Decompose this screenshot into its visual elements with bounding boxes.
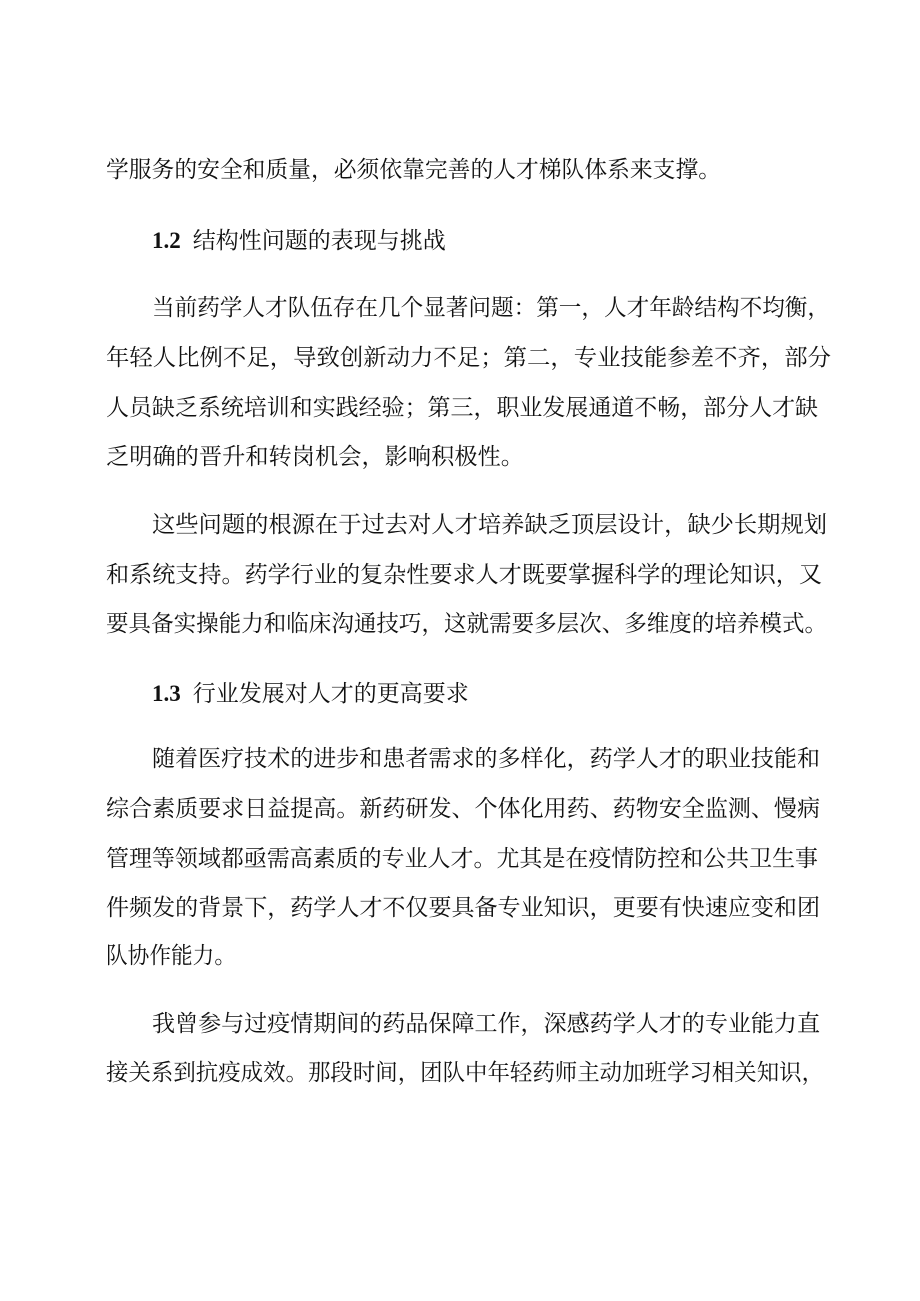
section-title: 行业发展对人才的更高要求 — [192, 681, 469, 707]
paragraph-line — [0, 338, 920, 378]
section-number: 1.2 — [152, 228, 181, 253]
text-line: 队协作能力。 — [106, 943, 236, 969]
text-line: 当前药学人才队伍存在几个显著问题：第一，人才年龄结构不均衡， — [152, 295, 830, 321]
intro-tail-line — [0, 150, 920, 190]
text-line: 管理等领域都亟需高素质的专业人才。尤其是在疫情防控和公共卫生事 — [106, 846, 818, 872]
text-line: 人员缺乏系统培训和实践经验；第三，职业发展通道不畅，部分人才缺 — [106, 395, 818, 421]
paragraph-line — [0, 839, 920, 879]
text-line: 综合素质要求日益提高。新药研发、个体化用药、药物安全监测、慢病 — [106, 796, 820, 822]
text-line: 我曾参与过疫情期间的药品保障工作，深感药学人才的专业能力直 — [152, 1011, 820, 1037]
paragraph-line — [0, 437, 920, 477]
section-title: 结构性问题的表现与挑战 — [192, 228, 446, 254]
paragraph-line — [0, 739, 920, 779]
section-heading-content — [152, 221, 446, 261]
paragraph-line — [0, 288, 920, 328]
paragraph-line — [0, 1053, 920, 1093]
text-line: 和系统支持。药学行业的复杂性要求人才既要掌握科学的理论知识，又 — [106, 562, 822, 588]
text-line: 随着医疗技术的进步和患者需求的多样化，药学人才的职业技能和 — [152, 746, 820, 772]
section-number: 1.3 — [152, 681, 181, 706]
text-line: 件频发的背景下，药学人才不仅要具备专业知识，更要有快速应变和团 — [106, 895, 820, 921]
paragraph-line — [0, 505, 920, 545]
section-1-2-heading — [0, 221, 920, 261]
paragraph-line — [0, 604, 920, 644]
text-line: 学服务的安全和质量，必须依靠完善的人才梯队体系来支撑。 — [106, 157, 721, 183]
paragraph-line — [0, 555, 920, 595]
text-line: 这些问题的根源在于过去对人才培养缺乏顶层设计，缺少长期规划 — [152, 512, 827, 538]
text-line: 年轻人比例不足，导致创新动力不足；第二，专业技能参差不齐，部分 — [106, 345, 831, 371]
text-line: 要具备实操能力和临床沟通技巧，这就需要多层次、多维度的培养模式。 — [106, 611, 827, 637]
section-heading-content — [152, 674, 469, 714]
paragraph-line — [0, 936, 920, 976]
paragraph-line — [0, 888, 920, 928]
paragraph-line — [0, 789, 920, 829]
paragraph-line — [0, 1004, 920, 1044]
text-line: 接关系到抗疫成效。那段时间，团队中年轻药师主动加班学习相关知识， — [106, 1060, 824, 1086]
paragraph-line — [0, 388, 920, 428]
section-1-3-heading — [0, 674, 920, 714]
text-line: 乏明确的晋升和转岗机会，影响积极性。 — [106, 444, 524, 470]
